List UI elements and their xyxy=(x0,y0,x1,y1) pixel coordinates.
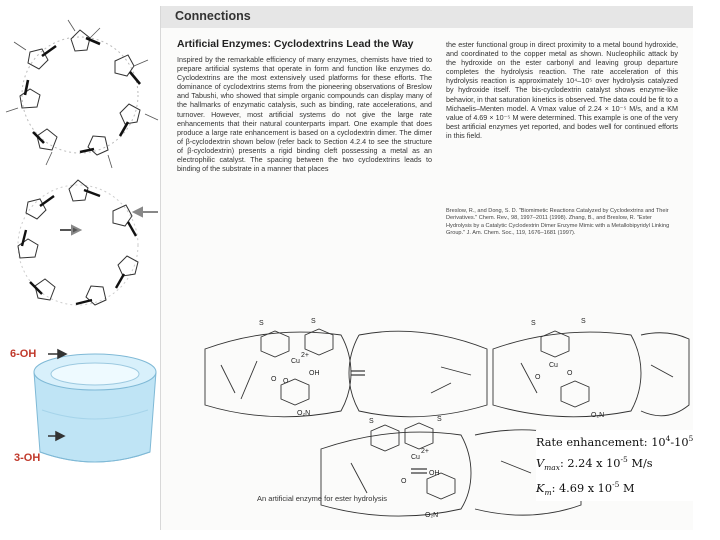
km-line xyxy=(536,476,720,501)
rate-constants-box xyxy=(536,430,720,501)
vmax-unit: M/s xyxy=(627,456,653,470)
atom-label: OH xyxy=(429,470,440,477)
equilibrium-arrow-2 xyxy=(411,469,427,473)
beta-cyclodextrin-ring-top xyxy=(6,20,158,168)
rate-enhancement-exp-1: 4 xyxy=(665,434,671,443)
atom-label: O xyxy=(567,370,573,377)
atom-label: S xyxy=(369,418,374,425)
vmax-subscript: max xyxy=(544,462,560,472)
pointer-arrows xyxy=(60,208,158,234)
references xyxy=(446,208,678,288)
atom-label: 2+ xyxy=(421,448,429,455)
atom-label: O₂N xyxy=(591,412,605,419)
section-header xyxy=(161,6,693,28)
km-symbol: K xyxy=(536,481,545,495)
vmax-line xyxy=(536,451,720,476)
atom-label: O xyxy=(283,378,289,385)
cyclodextrin-torus-cup xyxy=(34,354,156,462)
atom-label: O₂N xyxy=(425,512,439,519)
rate-enhancement-separator: -10 xyxy=(670,435,689,449)
reference-entry: Breslow, R., and Dong, S. D. "Biomimetic Reactions Catalyzed by Cyclodextrins and Their Derivatives." Chem. Rev., 98, 1997–2011 (1998). Zhang, B., and Breslow, R. "Ester Hydrolysis by a Catalytic Cyclodextrin Dimer Enzyme Mimic with a Metallobipyridyl Linking Group." J. Am. Chem. Soc., 119, 1676–1681 (1997). xyxy=(446,208,670,237)
atom-label: O xyxy=(535,374,541,381)
atom-label: S xyxy=(531,320,536,327)
atom-label: S xyxy=(259,320,264,327)
bis-cyclodextrin-host-top-right xyxy=(493,331,689,417)
vmax-exponent: -5 xyxy=(620,454,628,464)
article-text-left-column: Inspired by the remarkable efficiency of many enzymes, chemists have tried to prepare artificial systems that operate in form and function like enzymes do. Cyclodextrins are the most extensively used platforms for these efforts. The dominance of cyclodextrins stems from the pioneering observations of Breslow and Tabushi, who showed that simple organic compounds can display many of the hallmarks of enzymatic catalysis, such as binding, rate accelerations, and turnover. However, most artificial systems do not give the large rate enhancements that their natural counterparts impart. One example that does produce a large rate enhancement is based on a cyclodextrin dimer. The dimer of β-cyclodextrin shown below (refer back to Section 4.2.4 to see the structure of β-cyclodextrin) presents a rigid binding cleft possessing a metal as an electrophilic catalyst. The spacing between the two cyclodextrins leads to binding of the substrate in a manner that places xyxy=(177,55,432,174)
atom-label: S xyxy=(581,318,586,325)
rate-enhancement-label: Rate enhancement: xyxy=(536,435,652,449)
rate-enhancement-exp-2: 5 xyxy=(688,434,694,443)
article-title: Artificial Enzymes: Cyclodextrins Lead the Way xyxy=(177,38,414,50)
cyclodextrin-structures-panel xyxy=(0,0,170,540)
equilibrium-arrow-1 xyxy=(351,371,365,375)
bis-cyclodextrin-host-top xyxy=(205,329,487,417)
article-text-right-column: the ester functional group in direct proximity to a metal bound hydroxide, and coordinated to the copper metal as shown. Nucleophilic attack by the hydroxide on the ester carbonyl and leaving group departure completes the hydrolysis reaction. The rate acceleration of this hydrolysis reaction is approximately 10⁴–10⁵ over hydrolysis catalyzed by hydroxide itself. The bis-cyclodextrin catalyst shows enzyme-like behavior, in that saturation kinetics is observed. The data could be fit to a Michaelis–Menten model. A Vmax value of 2.24 × 10⁻⁵ M/s, and a KM value of 4.69 × 10⁻⁵ M were determined. This example is one of the very best artificial enzymes yet reported, and bodes well for continued efforts in this field. xyxy=(446,40,678,140)
atom-label: O₂N xyxy=(297,410,311,417)
figure-caption: An artificial enzyme for ester hydrolysis xyxy=(257,494,388,503)
label-6-oh: 6-OH xyxy=(10,348,37,360)
atom-label: S xyxy=(311,318,316,325)
atom-label: Cu xyxy=(549,362,558,369)
beta-cyclodextrin-ring-middle xyxy=(18,180,138,305)
km-unit: M xyxy=(619,481,635,495)
atom-label: O xyxy=(401,478,407,485)
atom-label: Cu xyxy=(291,358,300,365)
km-value: : 4.69 x 10 xyxy=(551,481,613,495)
label-3-oh: 3-OH xyxy=(14,452,41,464)
rate-enhancement-base: 10 xyxy=(651,435,666,449)
vmax-symbol: V xyxy=(536,456,545,470)
km-subscript: m xyxy=(544,487,552,497)
vmax-value: : 2.24 x 10 xyxy=(560,456,621,470)
atom-label: O xyxy=(271,376,277,383)
atom-label: S xyxy=(437,416,442,423)
section-title: Connections xyxy=(175,9,251,23)
atom-label: OH xyxy=(309,370,320,377)
atom-label: 2+ xyxy=(301,352,309,359)
rate-enhancement-line xyxy=(536,430,720,451)
km-exponent: -5 xyxy=(612,479,620,489)
atom-label: Cu xyxy=(411,454,420,461)
